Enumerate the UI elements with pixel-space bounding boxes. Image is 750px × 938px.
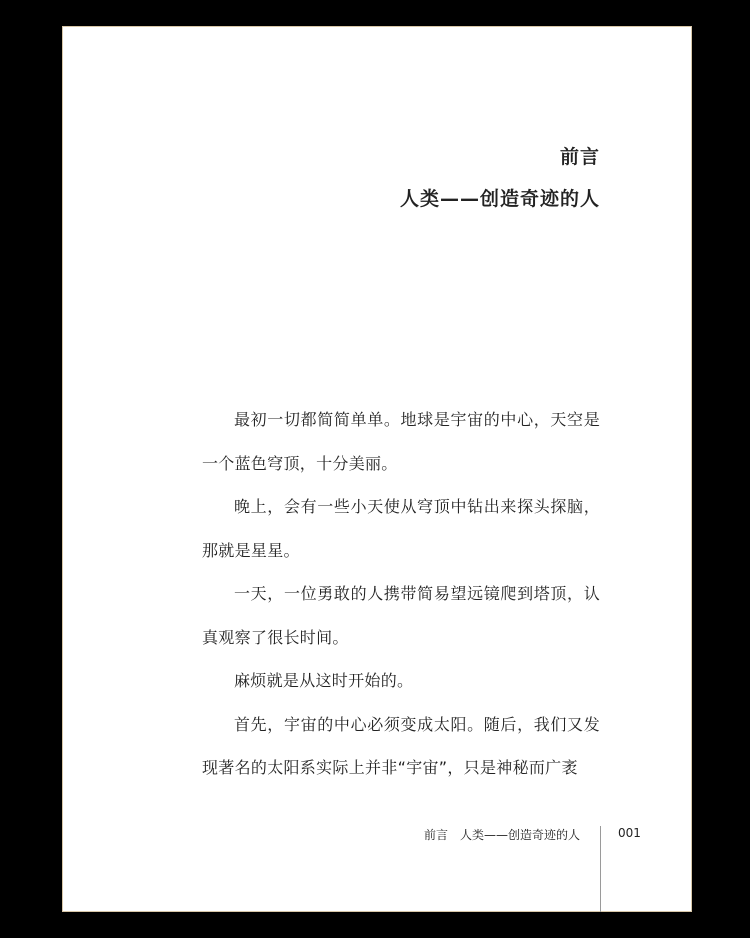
paragraph: 最初一切都简简单单。地球是宇宙的中心，天空是一个蓝色穹顶，十分美丽。: [202, 410, 600, 473]
chapter-title: 人类——创造奇迹的人: [399, 188, 600, 210]
body-text: [202, 398, 600, 790]
paragraph: 首先，宇宙的中心必须变成太阳。随后，我们又发现著名的太阳系实际上并非“宇宙”，只是神秘而广袤: [202, 714, 600, 777]
paragraph: 晚上，会有一些小天使从穹顶中钻出来探头探脑，那就是星星。: [202, 497, 600, 560]
running-footer-title: 前言 人类——创造奇迹的人: [423, 828, 580, 842]
section-label: 前言: [559, 146, 600, 168]
paragraph: 麻烦就是从这时开始的。: [234, 671, 414, 690]
paragraph: 一天，一位勇敢的人携带简易望远镜爬到塔顶，认真观察了很长时间。: [202, 584, 600, 647]
page-number: 001: [618, 826, 641, 840]
footer-divider: [600, 826, 601, 912]
book-page: [62, 26, 692, 912]
